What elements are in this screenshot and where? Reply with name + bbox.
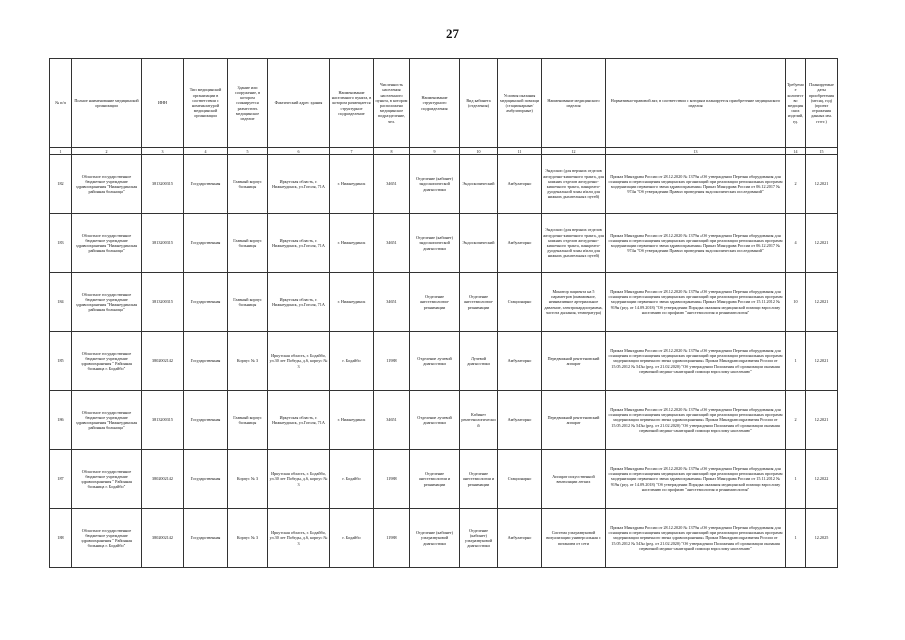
legal-act: Приказ Минздрава России от 28.12.2020 № 1379н «Об утверждении Перечня оборудования для оснащения и переоснащения медицинских организаций при реализации региональных программ модернизации первичного звена здравоохранения» Приказ Минздравсоцразвития России от 15.05.2012 № 543н (ред. от 21.02.2020) "Об утверждении Положения об организации оказания первичной медико-санитарной помощи взрослому населению" — [606, 509, 786, 568]
population: 34651 — [374, 391, 410, 450]
column-number: 2 — [72, 148, 142, 155]
column-header: Нормативно-правовой акт, в соответствии с которым планируется приобретение медицинского изделия — [606, 59, 786, 148]
address: Иркутская область, г. Бодайбо, ул.30 лет Победы, д.6, корпус № 3 — [268, 509, 330, 568]
equipment-table-container — [49, 58, 837, 568]
locality: г. Нижнеудинск — [330, 155, 374, 214]
org-type: Государственная — [184, 332, 228, 391]
inn: 3813200315 — [142, 155, 184, 214]
column-number: 10 — [460, 148, 498, 155]
column-number: 1 — [50, 148, 72, 155]
column-number: 13 — [606, 148, 786, 155]
table-row — [50, 214, 838, 273]
org-name: Областное государственное бюджетное учреждение здравоохранения "Нижнеудинская районная больница" — [72, 391, 142, 450]
column-header: Здание или сооружение, в котором планируется разместить медицинское изделие — [228, 59, 268, 148]
population: 34651 — [374, 155, 410, 214]
cabinet-type: Отделение (кабинет) ультразвуковой диагностики — [460, 509, 498, 568]
column-number: 7 — [330, 148, 374, 155]
care-conditions: Стационарно — [498, 450, 542, 509]
column-number: 5 — [228, 148, 268, 155]
device-name: Передвижной рентгеновский аппарат — [542, 391, 606, 450]
inn: 3802002142 — [142, 450, 184, 509]
device-name: Эндоскоп (для верхних отделов желудочно-кишечного тракта, для нижних отделов желудочно-кишечного тракта, панкреато-дуоденальной зоны и/или для нижних дыхательных путей) — [542, 155, 606, 214]
column-header: Тип медицинской организации в соответствии с номенклатурой медицинской организации — [184, 59, 228, 148]
org-name: Областное государственное бюджетное учреждение здравоохранения "Нижнеудинская районная больница" — [72, 155, 142, 214]
row-number: 182 — [50, 155, 72, 214]
quantity: 2 — [786, 155, 806, 214]
purchase-date: 12.2021 — [806, 155, 838, 214]
column-header: № п/п — [50, 59, 72, 148]
page-number: 27 — [446, 26, 459, 41]
address: Иркутская область, г. Нижнеудинск, ул.Гоголя, 71А — [268, 155, 330, 214]
column-header: Условия оказания медицинской помощи (стационарные/амбулаторные) — [498, 59, 542, 148]
column-number: 3 — [142, 148, 184, 155]
org-name: Областное государственное бюджетное учреждение здравоохранения " Районная больница г. Бодайбо" — [72, 509, 142, 568]
column-header: Вид кабинета (отделения) — [460, 59, 498, 148]
device-name: Монитор пациента на 5 параметров (инвазивное, неинвазивное артериальное давление, электрокардиограмма, частота дыхания, температура) — [542, 273, 606, 332]
building: Главный корпус больницы — [228, 155, 268, 214]
quantity: 4 — [786, 214, 806, 273]
locality: г. Нижнеудинск — [330, 273, 374, 332]
row-number: 183 — [50, 214, 72, 273]
device-name: Аппарат искусственной вентиляции легких — [542, 450, 606, 509]
column-header: Планируемые даты приобретения (месяц, год) (проект отражения данных мм. ггггг.) — [806, 59, 838, 148]
quantity: 1 — [786, 332, 806, 391]
row-number: 184 — [50, 273, 72, 332]
column-header: Полное наименование медицинской организации — [72, 59, 142, 148]
care-conditions: Амбулаторно — [498, 214, 542, 273]
cabinet-type: Лучевой диагностики — [460, 332, 498, 391]
population: 11988 — [374, 509, 410, 568]
org-type: Государственная — [184, 273, 228, 332]
cabinet-type: Отделение анестезиологии-реанимации — [460, 273, 498, 332]
care-conditions: Амбулаторно — [498, 155, 542, 214]
care-conditions: Амбулаторно — [498, 332, 542, 391]
table-row — [50, 155, 838, 214]
org-type: Государственная — [184, 214, 228, 273]
legal-act: Приказ Минздрава России от 28.12.2020 № 1379н «Об утверждении Перечня оборудования для оснащения и переоснащения медицинских организаций при реализации региональных программ модернизации первичного звена здравоохранения» Приказ Минздравсоцразвития России от 15.05.2012 № 543н (ред. от 21.02.2020) "Об утверждении Положения об организации оказания первичной медико-санитарной помощи взрослому населению" — [606, 391, 786, 450]
inn: 3802002142 — [142, 509, 184, 568]
locality: г. Бодайбо — [330, 332, 374, 391]
column-number: 11 — [498, 148, 542, 155]
address: Иркутская область, г. Бодайбо, ул.30 лет Победы, д.6, корпус № 3 — [268, 450, 330, 509]
address: Иркутская область, г. Бодайбо, ул.30 лет Победы, д.6, корпус № 3 — [268, 332, 330, 391]
org-name: Областное государственное бюджетное учреждение здравоохранения " Районная больница г. Бодайбо" — [72, 450, 142, 509]
table-row — [50, 332, 838, 391]
address: Иркутская область, г. Нижнеудинск, ул.Гоголя, 71А — [268, 391, 330, 450]
org-type: Государственная — [184, 509, 228, 568]
cabinet-type: Кабинет рентгенологический — [460, 391, 498, 450]
inn: 3813200315 — [142, 273, 184, 332]
care-conditions: Амбулаторно — [498, 391, 542, 450]
population: 11988 — [374, 450, 410, 509]
purchase-date: 12.2021 — [806, 391, 838, 450]
column-header: Фактический адрес здания — [268, 59, 330, 148]
population: 34651 — [374, 214, 410, 273]
inn: 3802002142 — [142, 332, 184, 391]
quantity: 10 — [786, 273, 806, 332]
unit: Отделение (кабинет) ультразвуковой диагностики — [410, 509, 460, 568]
column-header: Наименование населенного пункта, в котором размещается структурное подразделение — [330, 59, 374, 148]
locality: г. Бодайбо — [330, 450, 374, 509]
column-number: 15 — [806, 148, 838, 155]
table-row — [50, 273, 838, 332]
population: 11988 — [374, 332, 410, 391]
column-header: Наименование медицинского изделия — [542, 59, 606, 148]
unit: Отделение лучевой диагностики — [410, 391, 460, 450]
org-name: Областное государственное бюджетное учреждение здравоохранения "Нижнеудинская районная больница" — [72, 273, 142, 332]
row-number: 187 — [50, 450, 72, 509]
legal-act: Приказ Минздрава России от 28.12.2020 № 1379н «Об утверждении Перечня оборудования для оснащения и переоснащения медицинских организаций при реализации региональных программ модернизации первичного звена здравоохранения» Приказ Минздрава России от 06.12.2017 № 974н "Об утверждении Правил проведения эндоскопических исследований" — [606, 214, 786, 273]
column-header: ИНН — [142, 59, 184, 148]
row-number: 185 — [50, 332, 72, 391]
unit: Отделение анестезиологии и реанимации — [410, 450, 460, 509]
cabinet-type: Эндоскопический — [460, 214, 498, 273]
device-name: Система ультразвуковой визуализации универсальная с питанием от сети — [542, 509, 606, 568]
quantity: 2 — [786, 391, 806, 450]
org-type: Государственная — [184, 450, 228, 509]
building: Корпус № 3 — [228, 332, 268, 391]
column-number: 9 — [410, 148, 460, 155]
table-row — [50, 509, 838, 568]
unit: Отделение (кабинет) эндоскопической диагностики — [410, 214, 460, 273]
inn: 3813200315 — [142, 391, 184, 450]
org-name: Областное государственное бюджетное учреждение здравоохранения "Нижнеудинская районная больница" — [72, 214, 142, 273]
care-conditions: Амбулаторно — [498, 509, 542, 568]
legal-act: Приказ Минздрава России от 28.12.2020 № 1379н «Об утверждении Перечня оборудования для оснащения и переоснащения медицинских организаций при реализации региональных программ модернизации первичного звена здравоохранения» Приказ Минздрава России от 15.11.2012 № 919н (ред. от 14.09.2018) "Об утверждении Порядка оказания медицинской помощи взрослому населению по профилю "анестезиология и реаниматология" — [606, 273, 786, 332]
building: Корпус № 3 — [228, 509, 268, 568]
column-header: Численность населения населенного пункта, в котором расположено медицинское подразделение, чел. — [374, 59, 410, 148]
device-name: Передвижной рентгеновский аппарат — [542, 332, 606, 391]
purchase-date: 12.2021 — [806, 332, 838, 391]
unit: Отделение лучевой диагностики — [410, 332, 460, 391]
locality: г. Бодайбо — [330, 509, 374, 568]
building: Корпус № 3 — [228, 450, 268, 509]
column-number: 12 — [542, 148, 606, 155]
building: Главный корпус больницы — [228, 391, 268, 450]
org-name: Областное государственное бюджетное учреждение здравоохранения " Районная больница г. Бодайбо" — [72, 332, 142, 391]
row-number: 188 — [50, 509, 72, 568]
locality: г. Нижнеудинск — [330, 391, 374, 450]
org-type: Государственная — [184, 155, 228, 214]
column-number: 8 — [374, 148, 410, 155]
address: Иркутская область, г. Нижнеудинск, ул.Гоголя, 71А — [268, 214, 330, 273]
locality: г. Нижнеудинск — [330, 214, 374, 273]
row-number: 186 — [50, 391, 72, 450]
column-number-row — [50, 148, 838, 155]
purchase-date: 12.2021 — [806, 273, 838, 332]
table-row — [50, 450, 838, 509]
legal-act: Приказ Минздрава России от 28.12.2020 № 1379н «Об утверждении Перечня оборудования для оснащения и переоснащения медицинских организаций при реализации региональных программ модернизации первичного звена здравоохранения» Приказ Минздравсоцразвития России от 15.05.2012 № 543н (ред. от 21.02.2020) "Об утверждении Положения об организации оказания первичной медико-санитарной помощи взрослому населению" — [606, 332, 786, 391]
cabinet-type: Эндоскопический — [460, 155, 498, 214]
device-name: Эндоскоп (для верхних отделов желудочно-кишечного тракта, для нижних отделов желудочно-кишечного тракта, панкреато-дуоденальной зоны и/или для нижних дыхательных путей) — [542, 214, 606, 273]
purchase-date: 12.2025 — [806, 509, 838, 568]
unit: Отделение анестезиологии-реанимации — [410, 273, 460, 332]
care-conditions: Стационарно — [498, 273, 542, 332]
equipment-table — [49, 58, 838, 568]
quantity: 1 — [786, 509, 806, 568]
cabinet-type: Отделение анестезиологии и реанимации — [460, 450, 498, 509]
column-number: 14 — [786, 148, 806, 155]
purchase-date: 12.2021 — [806, 214, 838, 273]
building: Главный корпус больницы — [228, 273, 268, 332]
table-row — [50, 391, 838, 450]
quantity: 1 — [786, 450, 806, 509]
purchase-date: 12.2022 — [806, 450, 838, 509]
legal-act: Приказ Минздрава России от 28.12.2020 № 1379н «Об утверждении Перечня оборудования для оснащения и переоснащения медицинских организаций при реализации региональных программ модернизации первичного звена здравоохранения» Приказ Минздрава России от 06.12.2017 № 974н "Об утверждении Правил проведения эндоскопических исследований" — [606, 155, 786, 214]
column-number: 4 — [184, 148, 228, 155]
column-header: Наименование структурного подразделения — [410, 59, 460, 148]
column-header: Требуемое количество медицинских изделий, ед. — [786, 59, 806, 148]
building: Главный корпус больницы — [228, 214, 268, 273]
population: 34651 — [374, 273, 410, 332]
address: Иркутская область, г. Нижнеудинск, ул.Гоголя, 71А — [268, 273, 330, 332]
org-type: Государственная — [184, 391, 228, 450]
inn: 3813200315 — [142, 214, 184, 273]
unit: Отделение (кабинет) эндоскопической диагностики — [410, 155, 460, 214]
legal-act: Приказ Минздрава России от 28.12.2020 № 1379н «Об утверждении Перечня оборудования для оснащения и переоснащения медицинских организаций при реализации региональных программ модернизации первичного звена здравоохранения» Приказ Минздрава России от 15.11.2012 № 919н (ред. от 14.09.2018) "Об утверждении Порядка оказания медицинской помощи взрослому населению по профилю "анестезиология и реаниматология" — [606, 450, 786, 509]
column-number: 6 — [268, 148, 330, 155]
header-row — [50, 59, 838, 148]
